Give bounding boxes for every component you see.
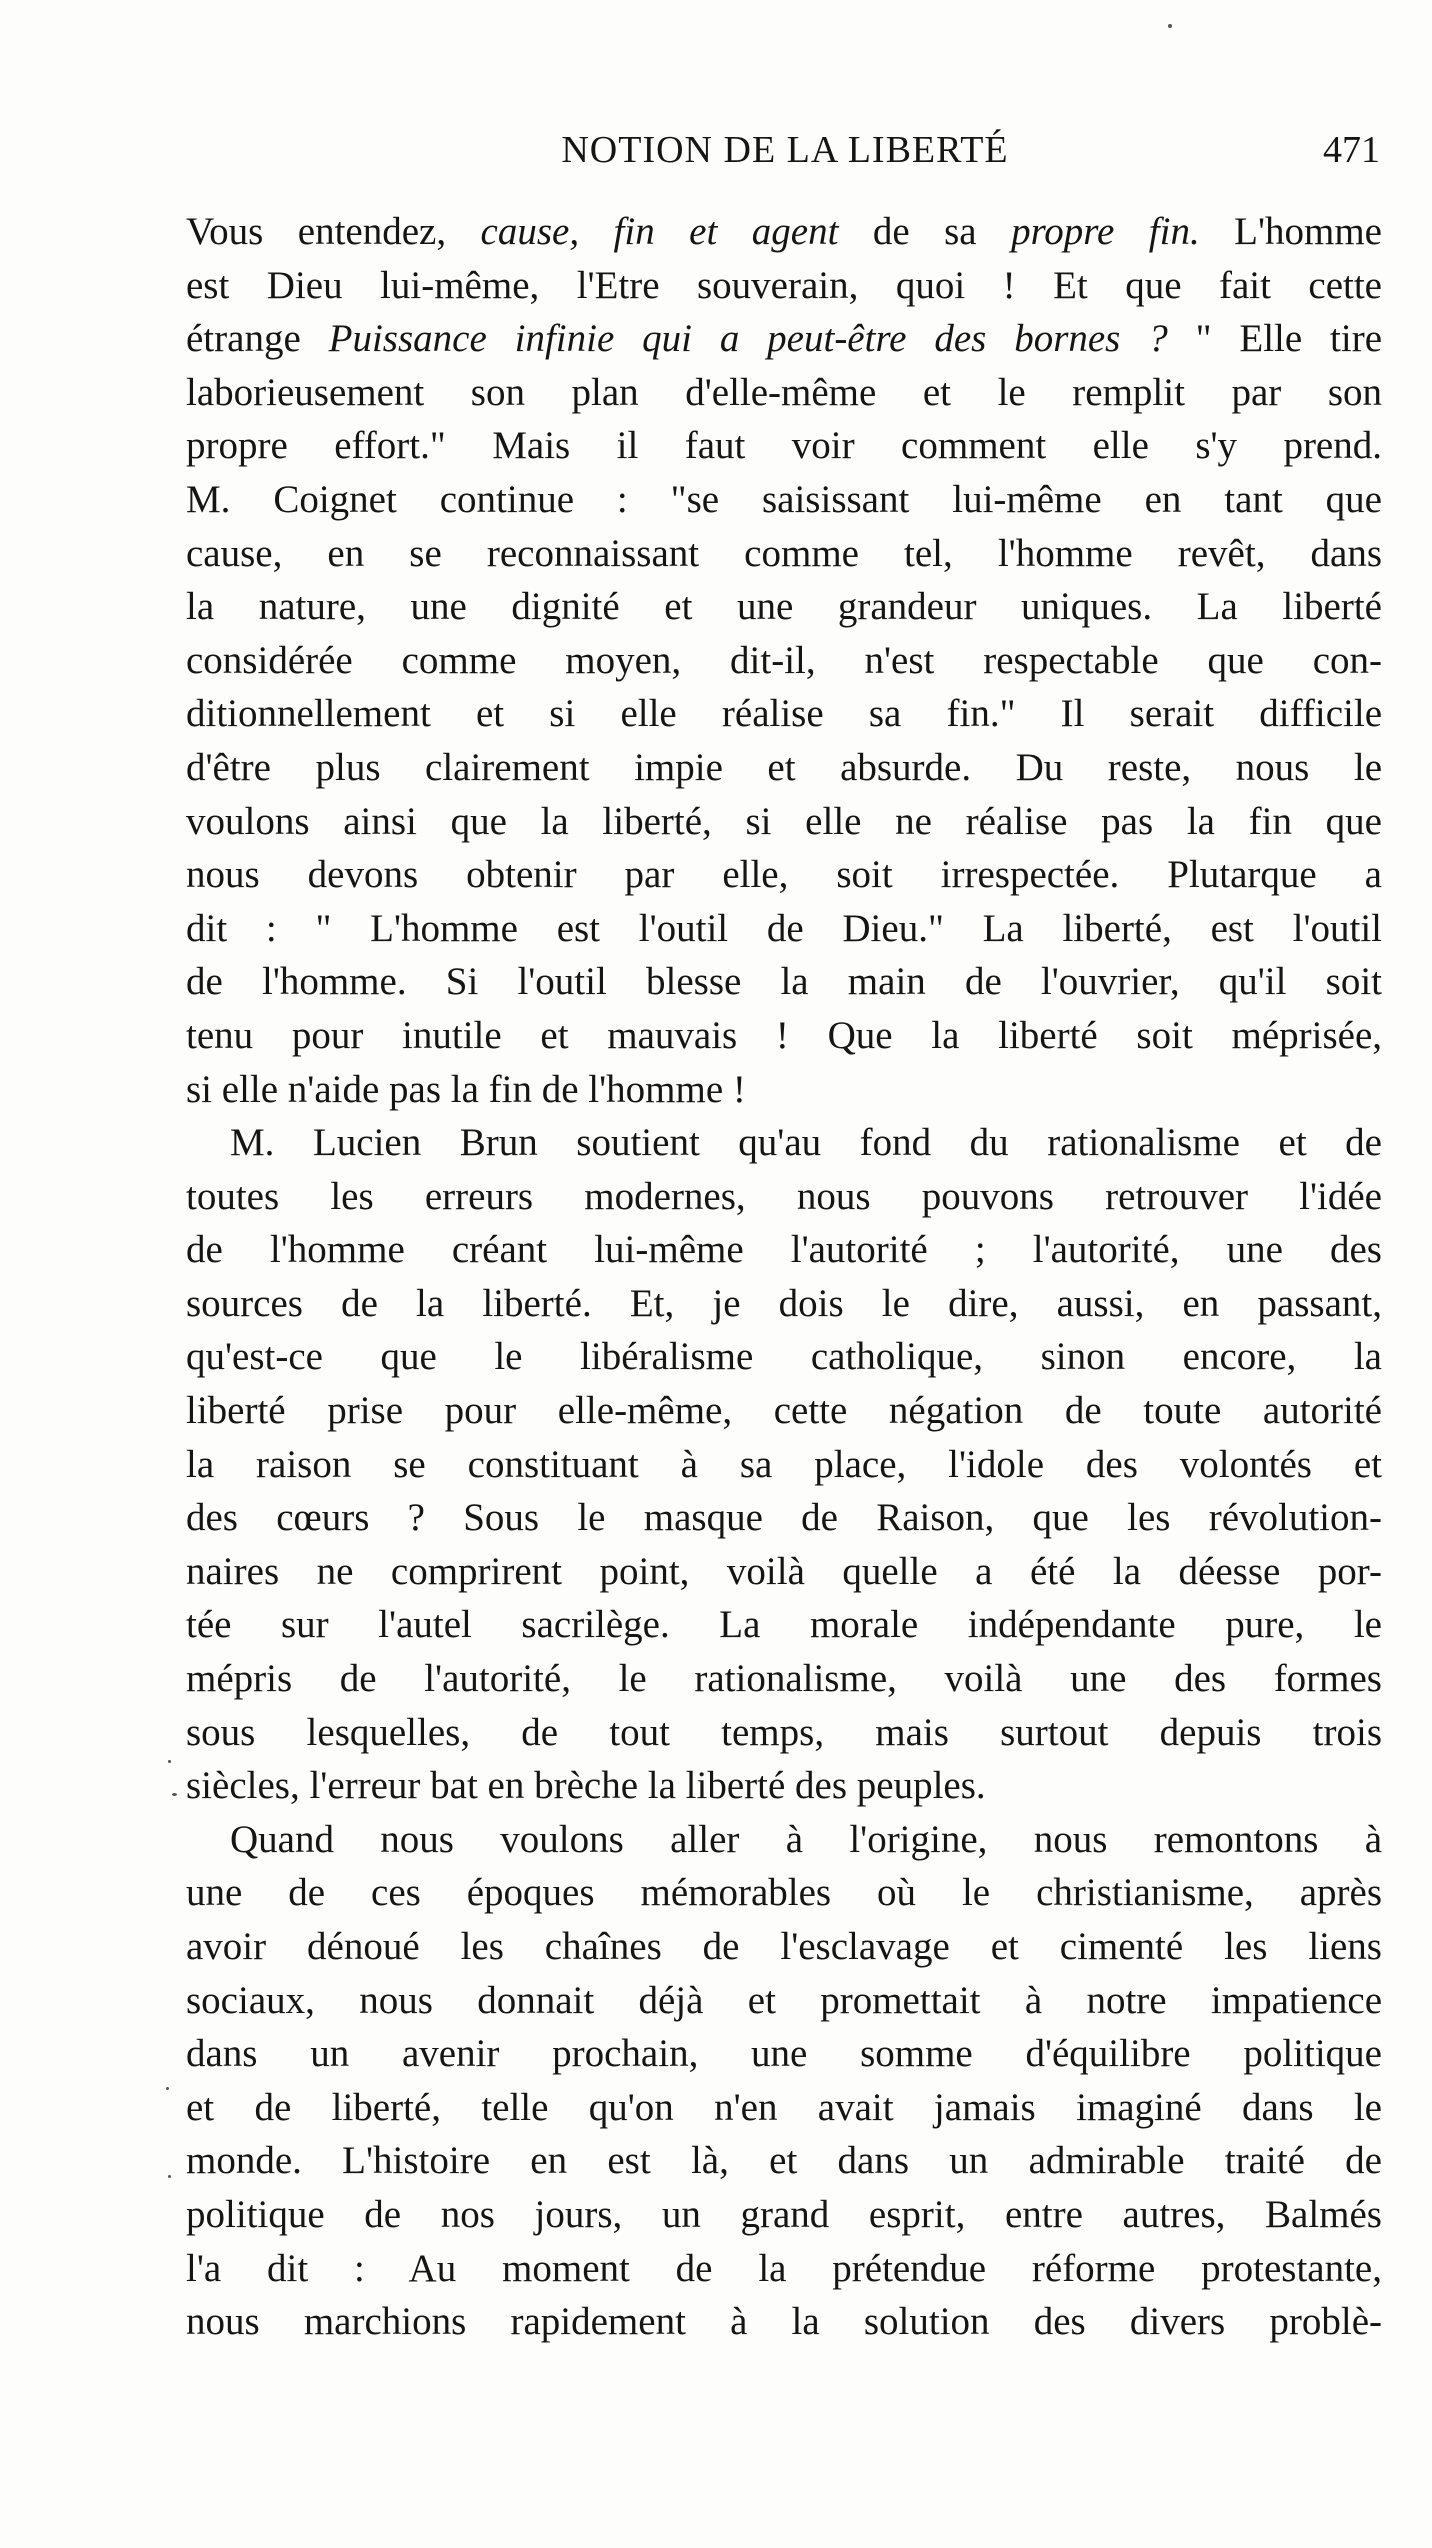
scan-speck	[168, 2175, 171, 2178]
text-line: politique de nos jours, un grand esprit, entre autres, Balmés	[186, 2192, 1382, 2236]
text-line: nous marchions rapidement à la solution des divers problè-	[186, 2300, 1382, 2344]
text-line: est Dieu lui-même, l'Etre souverain, quoi ! Et que fait cette	[186, 263, 1382, 307]
text-line: cause, en se reconnaissant comme tel, l'homme revêt, dans	[186, 531, 1382, 575]
body-text	[186, 205, 1382, 2349]
text-line: si elle n'aide pas la fin de l'homme !	[186, 1067, 746, 1111]
paragraph-3	[186, 1813, 1382, 2349]
text-line: de l'homme créant lui-même l'autorité ; l'autorité, une des	[186, 1228, 1382, 1272]
text-line: d'être plus clairement impie et absurde. Du reste, nous le	[186, 745, 1382, 789]
text-line: tée sur l'autel sacrilège. La morale indépendante pure, le	[186, 1603, 1382, 1647]
text-line: voulons ainsi que la liberté, si elle ne réalise pas la fin que	[186, 799, 1382, 843]
scan-speck	[166, 2087, 169, 2090]
text-line: toutes les erreurs modernes, nous pouvons retrouver l'idée	[186, 1174, 1382, 1218]
text-line: propre effort." Mais il faut voir comment elle s'y prend.	[186, 424, 1382, 468]
scan-speck	[172, 1793, 177, 1796]
text-line: la raison se constituant à sa place, l'idole des volontés et	[186, 1442, 1382, 1486]
text-line: Vous entendez, cause, fin et agent de sa propre fin. L'homme	[186, 210, 1382, 253]
text-line: sociaux, nous donnait déjà et promettait à notre impatience	[186, 1978, 1382, 2022]
text-line: M. Coignet continue : "se saisissant lui-même en tant que	[186, 477, 1382, 521]
text-line: nous devons obtenir par elle, soit irrespectée. Plutarque a	[186, 853, 1382, 897]
text-line: avoir dénoué les chaînes de l'esclavage et cimenté les liens	[186, 1925, 1382, 1968]
text-line: qu'est-ce que le libéralisme catholique, sinon encore, la	[186, 1335, 1382, 1379]
paragraph-1	[186, 205, 1382, 1116]
text-line: ditionnellement et si elle réalise sa fin." Il serait difficile	[186, 692, 1382, 736]
text-line: tenu pour inutile et mauvais ! Que la liberté soit méprisée,	[186, 1013, 1382, 1057]
page-number: 471	[1323, 129, 1380, 171]
scan-speck	[1168, 24, 1172, 28]
text-line: dans un avenir prochain, une somme d'équilibre politique	[186, 2032, 1382, 2076]
text-line: et de liberté, telle qu'on n'en avait jamais imaginé dans le	[186, 2085, 1382, 2129]
text-line: siècles, l'erreur bat en brèche la liberté des peuples.	[186, 1764, 986, 1808]
running-head	[190, 128, 1380, 178]
text-line: Quand nous voulons aller à l'origine, nous remontons à	[230, 1817, 1382, 1861]
text-line: des cœurs ? Sous le masque de Raison, que les révolution-	[186, 1496, 1382, 1540]
text-line: monde. L'histoire en est là, et dans un admirable traité de	[186, 2139, 1382, 2183]
text-line: dit : " L'homme est l'outil de Dieu." La liberté, est l'outil	[186, 906, 1382, 950]
running-title: NOTION DE LA LIBERTÉ	[561, 129, 1009, 171]
text-line: considérée comme moyen, dit-il, n'est respectable que con-	[186, 638, 1382, 682]
text-line: l'a dit : Au moment de la prétendue réforme protestante,	[186, 2246, 1382, 2290]
text-line: liberté prise pour elle-même, cette négation de toute autorité	[186, 1389, 1382, 1433]
text-line: étrange Puissance infinie qui a peut-être des bornes ? " Elle tire	[186, 317, 1382, 361]
text-line: mépris de l'autorité, le rationalisme, voilà une des formes	[186, 1657, 1382, 1701]
paragraph-2	[186, 1116, 1382, 1813]
text-line: naires ne comprirent point, voilà quelle a été la déesse por-	[186, 1549, 1382, 1593]
text-line: de l'homme. Si l'outil blesse la main de l'ouvrier, qu'il soit	[186, 960, 1382, 1004]
text-line: laborieusement son plan d'elle-même et le remplit par son	[186, 370, 1382, 414]
text-line: la nature, une dignité et une grandeur uniques. La liberté	[186, 585, 1382, 629]
text-line: sous lesquelles, de tout temps, mais surtout depuis trois	[186, 1710, 1382, 1754]
text-line: M. Lucien Brun soutient qu'au fond du rationalisme et de	[230, 1121, 1382, 1165]
scan-speck	[168, 1760, 171, 1763]
text-line: sources de la liberté. Et, je dois le dire, aussi, en passant,	[186, 1281, 1382, 1325]
text-line: une de ces époques mémorables où le christianisme, après	[186, 1871, 1382, 1915]
